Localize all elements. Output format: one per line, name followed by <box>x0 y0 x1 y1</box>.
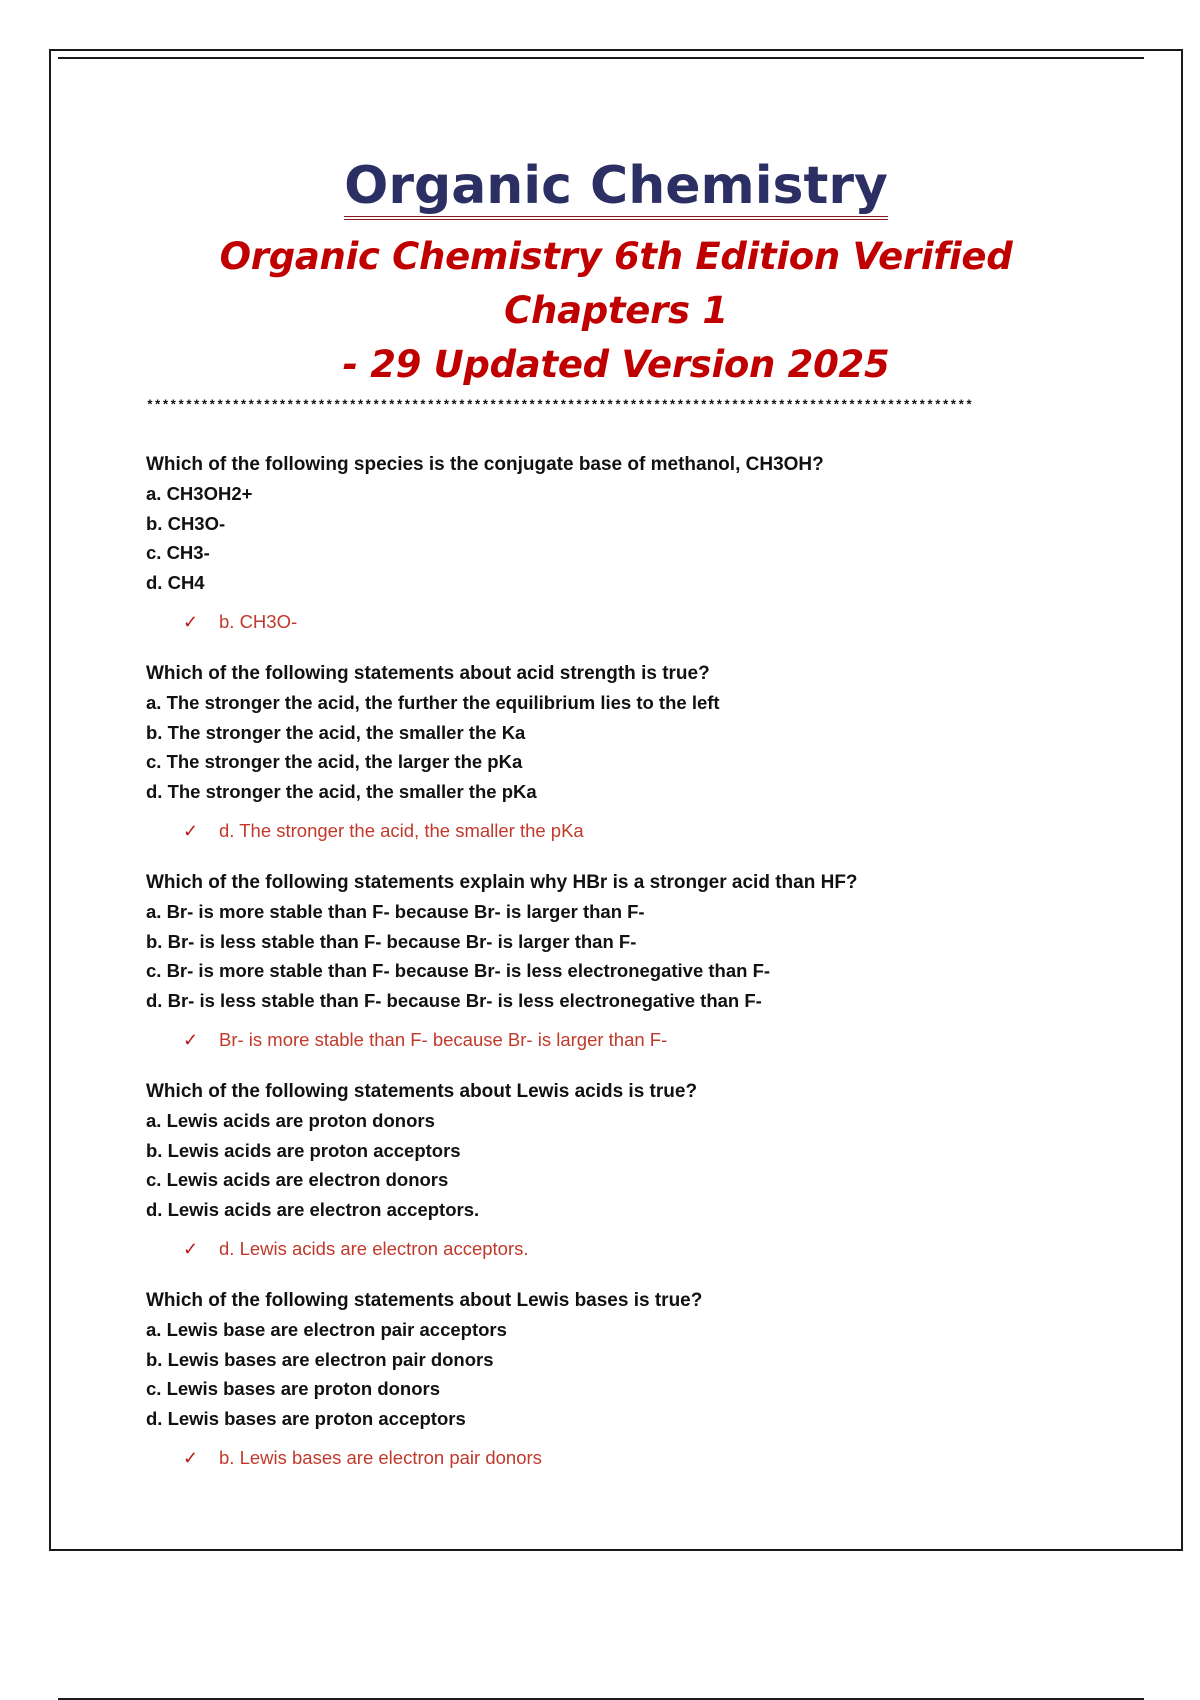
question-block <box>146 450 1086 633</box>
question-block <box>146 868 1086 1051</box>
option-a: a. CH3OH2+ <box>146 483 253 504</box>
answer-text: b. CH3O- <box>219 611 298 632</box>
correct-answer <box>183 1029 1086 1051</box>
option-a: a. Lewis acids are proton donors <box>146 1110 435 1131</box>
option-b: b. CH3O- <box>146 512 226 534</box>
option-d: d. Lewis bases are proton acceptors <box>146 1407 466 1429</box>
option-c: c. The stronger the acid, the larger the pKa <box>146 751 523 772</box>
answer-text: d. The stronger the acid, the smaller the pKa <box>219 820 584 841</box>
check-icon: ✓ <box>183 821 199 841</box>
question-text: Which of the following statements about Lewis acids is true? <box>146 1081 698 1102</box>
document-subtitle <box>146 230 1086 392</box>
option-b: b. The stronger the acid, the smaller the Ka <box>146 721 526 743</box>
option-c: c. Lewis acids are electron donors <box>146 1169 449 1190</box>
question-block <box>146 1077 1086 1260</box>
top-rule <box>58 57 1144 59</box>
page-title <box>146 156 1086 216</box>
option-a: a. The stronger the acid, the further the equilibrium lies to the left <box>146 692 720 713</box>
option-c: c. Br- is more stable than F- because Br- is less electronegative than F- <box>146 960 771 981</box>
option-b: b. Br- is less stable than F- because Br- is larger than F- <box>146 930 637 952</box>
subtitle-line-1: Organic Chemistry 6th Edition Verified Chapters 1 <box>219 235 1013 332</box>
option-c: c. CH3- <box>146 542 210 563</box>
document-content <box>146 150 1086 1469</box>
option-d: d. The stronger the acid, the smaller the pKa <box>146 780 537 802</box>
option-c: c. Lewis bases are proton donors <box>146 1378 441 1399</box>
option-b: b. Lewis acids are proton acceptors <box>146 1139 461 1161</box>
answer-text: d. Lewis acids are electron acceptors. <box>219 1238 529 1259</box>
check-icon: ✓ <box>183 1448 199 1468</box>
check-icon: ✓ <box>183 1030 199 1050</box>
page-title-text: Organic Chemistry <box>344 156 888 220</box>
question-list <box>146 450 1086 1469</box>
correct-answer <box>183 611 1086 633</box>
correct-answer <box>183 1447 1086 1469</box>
check-icon: ✓ <box>183 1239 199 1259</box>
question-text: Which of the following statements about acid strength is true? <box>146 663 710 684</box>
option-d: d. CH4 <box>146 571 205 593</box>
question-block <box>146 1286 1086 1469</box>
answer-text: Br- is more stable than F- because Br- is larger than F- <box>219 1029 668 1050</box>
correct-answer <box>183 820 1086 842</box>
subtitle-line-2: - 29 Updated Version 2025 <box>342 343 890 386</box>
option-d: d. Lewis acids are electron acceptors. <box>146 1198 480 1220</box>
question-text: Which of the following statements about Lewis bases is true? <box>146 1290 703 1311</box>
option-a: a. Lewis base are electron pair acceptors <box>146 1319 507 1340</box>
check-icon: ✓ <box>183 612 199 632</box>
option-a: a. Br- is more stable than F- because Br- is larger than F- <box>146 901 645 922</box>
question-block <box>146 659 1086 842</box>
option-b: b. Lewis bases are electron pair donors <box>146 1348 494 1370</box>
star-separator: ********************************************************************************************************** <box>146 398 973 413</box>
answer-text: b. Lewis bases are electron pair donors <box>219 1447 542 1468</box>
correct-answer <box>183 1238 1086 1260</box>
question-text: Which of the following statements explain why HBr is a stronger acid than HF? <box>146 872 858 893</box>
option-d: d. Br- is less stable than F- because Br- is less electronegative than F- <box>146 989 762 1011</box>
question-text: Which of the following species is the conjugate base of methanol, CH3OH? <box>146 454 824 475</box>
